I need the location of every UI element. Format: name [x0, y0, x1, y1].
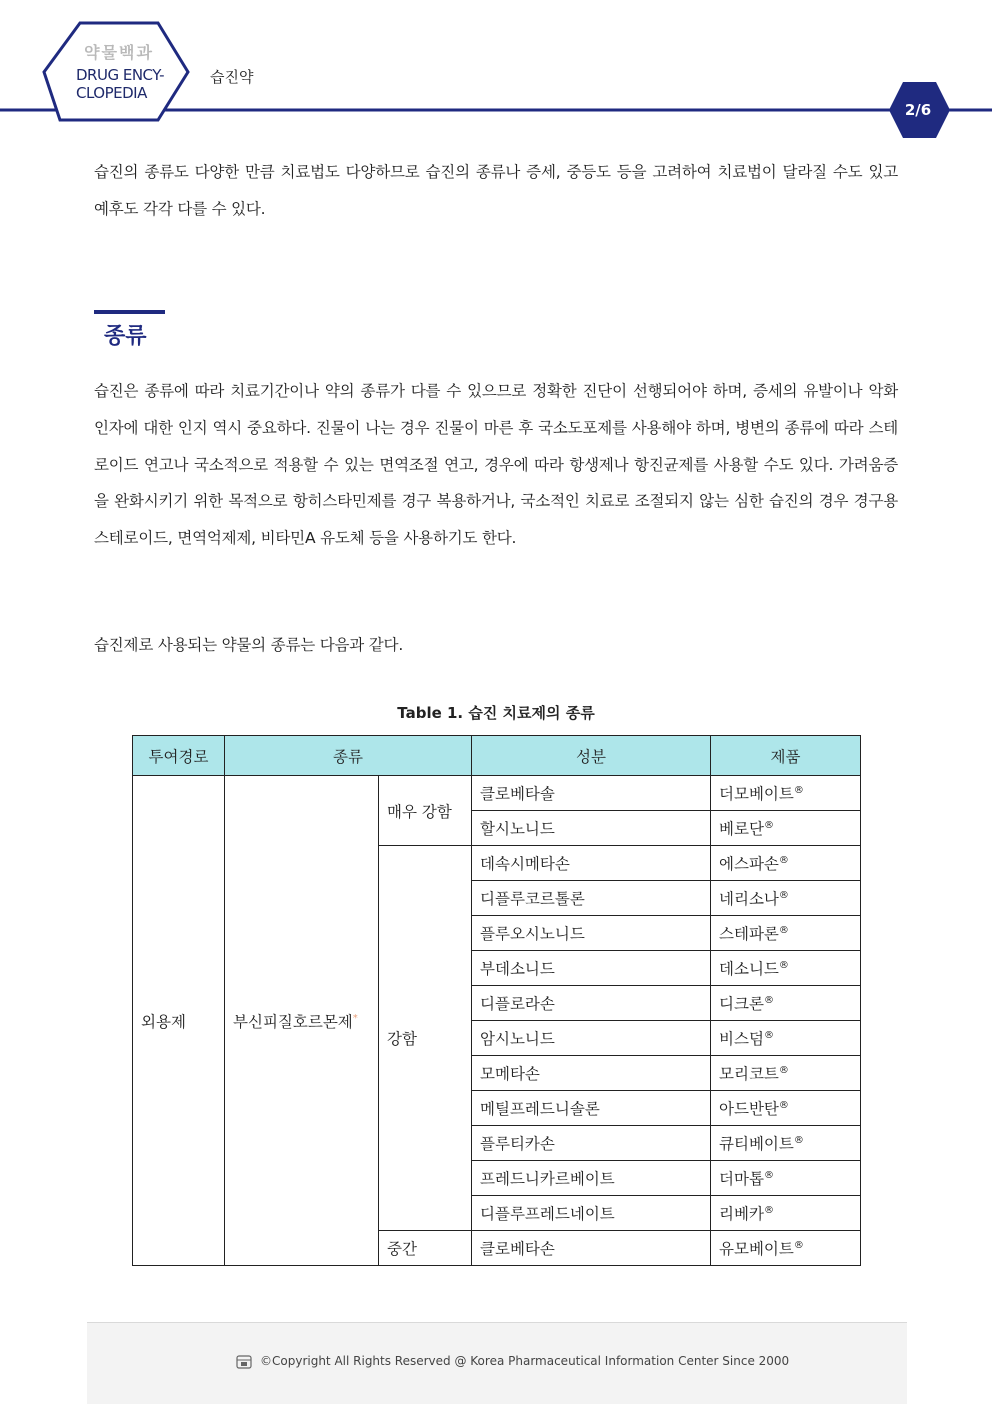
- product-name: 네리소나: [719, 890, 779, 908]
- section-paragraph-1: 습진은 종류에 따라 치료기간이나 약의 종류가 다를 수 있으므로 정확한 진단이 선행되어야 하며, 증세의 유발이나 악화 인자에 대한 인지 역시 중요하다. 진물이 나는 경우 진물이 마른 후 국소도포제를 사용해야 하며, 병변의 종류에 따라 스테로이드 연고나 국소적으로 적용할 수 있는 면역조절 연고, 경우에 따라 항생제나 항진균제를 사용할 수도 있다. 가려움증을 완화시키기 위한 목적으로 항히스타민제를 경구 복용하거나, 국소적인 치료로 조절되지 않는 심한 습진의 경우 경구용 스테로이드, 면역억제제, 비타민A 유도체 등을 사용하기도 한다.: [94, 382, 898, 548]
- ingredient-cell: 클로베타손: [472, 1231, 711, 1266]
- product-name: 스테파론: [719, 925, 779, 943]
- product-name: 큐티베이트: [719, 1135, 794, 1153]
- product-cell: [711, 1196, 861, 1231]
- registered-mark: ®: [763, 819, 774, 831]
- route-cell: 외용제: [133, 776, 225, 1266]
- product-cell: [711, 951, 861, 986]
- registered-mark: ®: [793, 1239, 804, 1251]
- product-cell: [711, 846, 861, 881]
- header-ingredient: 성분: [472, 736, 711, 776]
- ingredient-cell: 디플루코르톨론: [472, 881, 711, 916]
- ingredient-cell: 메틸프레드니솔론: [472, 1091, 711, 1126]
- registered-mark: ®: [778, 1099, 789, 1111]
- product-name: 더모베이트: [719, 785, 794, 803]
- product-name: 리베카: [719, 1205, 764, 1223]
- registered-mark: ®: [793, 1134, 804, 1146]
- ingredient-cell: 모메타손: [472, 1056, 711, 1091]
- product-name: 아드반탄: [719, 1100, 779, 1118]
- header-product: 제품: [711, 736, 861, 776]
- registered-mark: ®: [763, 1204, 774, 1216]
- product-name: 디크론: [719, 995, 764, 1013]
- table-caption: Table 1. 습진 치료제의 종류: [397, 704, 595, 722]
- registered-mark: ®: [778, 959, 789, 971]
- strength-strong: 강함: [379, 846, 472, 1231]
- ingredient-cell: 클로베타솔: [472, 776, 711, 811]
- document-title: 습진약: [210, 68, 254, 86]
- category-cell: [225, 776, 379, 1266]
- ingredient-cell: 프레드니카르베이트: [472, 1161, 711, 1196]
- product-name: 비스덤: [719, 1030, 764, 1048]
- ingredient-cell: 디플루프레드네이트: [472, 1196, 711, 1231]
- page-number-badge: 2/6: [904, 101, 932, 119]
- product-name: 유모베이트: [719, 1240, 794, 1258]
- category-footnote-mark: *: [352, 1012, 358, 1024]
- registered-mark: ®: [793, 784, 804, 796]
- ingredient-cell: 부데소니드: [472, 951, 711, 986]
- product-name: 에스파손: [719, 855, 779, 873]
- registered-mark: ®: [763, 994, 774, 1006]
- registered-mark: ®: [778, 889, 789, 901]
- ingredient-cell: 데속시메타손: [472, 846, 711, 881]
- ingredient-cell: 플루오시노니드: [472, 916, 711, 951]
- registered-mark: ®: [763, 1029, 774, 1041]
- product-cell: [711, 1126, 861, 1161]
- section-paragraph-2: 습진제로 사용되는 약물의 종류는 다음과 같다.: [94, 636, 404, 654]
- registered-mark: ®: [763, 1169, 774, 1181]
- logo-english: [76, 66, 176, 102]
- section-heading-bar: [94, 310, 165, 314]
- table-header-row: [133, 736, 861, 776]
- product-cell: [711, 986, 861, 1021]
- header-kind: 종류: [225, 736, 472, 776]
- table-row: [133, 776, 861, 811]
- product-cell: [711, 916, 861, 951]
- product-cell: [711, 1091, 861, 1126]
- registered-mark: ®: [778, 854, 789, 866]
- ingredient-cell: 디플로라손: [472, 986, 711, 1021]
- logo-english-line2: CLOPEDIA: [76, 84, 147, 102]
- ingredient-cell: 암시노니드: [472, 1021, 711, 1056]
- product-name: 모리코트: [719, 1065, 779, 1083]
- section-heading: 종류: [104, 324, 147, 349]
- product-name: 더마톱: [719, 1170, 764, 1188]
- footer-copyright: ©Copyright All Rights Reserved @ Korea Pharmaceutical Information Center Since 2000: [260, 1354, 790, 1368]
- intro-paragraph: 습진의 종류도 다양한 만큼 치료법도 다양하므로 습진의 종류나 증세, 중등도 등을 고려하여 치료법이 달라질 수도 있고 예후도 각각 다를 수 있다.: [94, 163, 898, 218]
- registered-mark: ®: [778, 1064, 789, 1076]
- logo-korean: 약물백과: [84, 43, 154, 62]
- kpic-logo-icon: [236, 1354, 252, 1370]
- product-cell: [711, 776, 861, 811]
- header-route: 투여경로: [133, 736, 225, 776]
- product-cell: [711, 1021, 861, 1056]
- product-cell: [711, 1161, 861, 1196]
- strength-medium: 중간: [379, 1231, 472, 1266]
- ingredient-cell: 플루티카손: [472, 1126, 711, 1161]
- ingredient-cell: 할시노니드: [472, 811, 711, 846]
- registered-mark: ®: [778, 924, 789, 936]
- category-label: 부신피질호르몬제: [233, 1012, 353, 1031]
- product-name: 베로단: [719, 820, 764, 838]
- product-cell: [711, 1231, 861, 1266]
- product-cell: [711, 811, 861, 846]
- product-cell: [711, 881, 861, 916]
- product-name: 데소니드: [719, 960, 779, 978]
- product-cell: [711, 1056, 861, 1091]
- drug-table: [132, 735, 861, 1266]
- logo-english-line1: DRUG ENCY-: [76, 66, 165, 84]
- strength-very-strong: 매우 강함: [379, 776, 472, 846]
